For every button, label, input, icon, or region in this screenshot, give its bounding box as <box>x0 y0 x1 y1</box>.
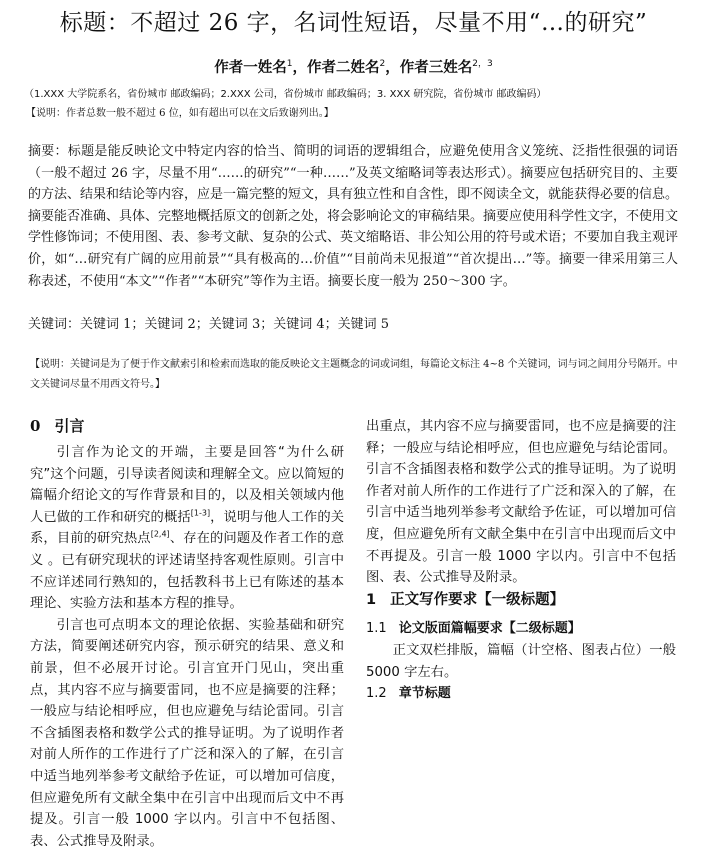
section-title: 正文写作要求【一级标题】 <box>390 592 565 608</box>
subsection-number: 1.2 <box>366 686 387 702</box>
author-affil-mark: 2 <box>379 59 386 70</box>
subsection-number: 1.1 <box>366 621 387 636</box>
intro-paragraph-2-continued <box>366 416 676 588</box>
author-name: 作者一姓名 <box>214 60 287 76</box>
author-line <box>0 56 707 77</box>
subsection-title: 论文版面篇幅要求【二级标题】 <box>398 621 581 636</box>
author-affil-mark: 2，3 <box>472 59 493 70</box>
author-note: 【说明：作者总数一般不超过 6 位，如有超出可以在文后致谢列出。】 <box>26 108 334 119</box>
section-number: 0 <box>30 417 41 435</box>
paper-title: 标题：不超过 26 字，名词性短语，尽量不用“…的研究” <box>59 10 648 36</box>
abstract: 摘要：标题是能反映论文中特定内容的恰当、简明的词语的逻辑组合，应避免使用含义笼统、泛指性很强的词语（一般不超过 26 字，尽量不用“……的研究”“一种……”及英文缩略词等表达形式）。摘要应包括研究目的、主要的方法、结果和结论等内容，应是一篇完整的短文，具有独立性和自含性，即不阅读全文，就能获得必要的信息。摘要能否准确、具体、完整地概括原文的创新之处，将会影响论文的审稿结果。摘要应使用科学性文字，不使用文学性修饰词；不使用图、表、参考文献、复杂的公式、英文缩略语、非公知公用的符号或术语；不要加自我主观评价，如“…研究有广阔的应用前景”“具有极高的…价值”“目前尚未见报道”“首次提出…”等。摘要一律采用第三人称表述，不使用“本文”“作者”“本研究”等作为主语。摘要长度一般为 250～300 字。 <box>28 144 679 289</box>
citation: [1-3] <box>190 508 211 518</box>
section-title: 引言 <box>54 417 85 435</box>
subsection-1-1-body: 正文双栏排版，篇幅（计空格、图表占位）一般 5000 字左右。 <box>366 643 676 680</box>
affiliations: （1.XXX 大学院系名，省份城市 邮政编码；2.XXX 公司，省份城市 邮政编码；3. XXX 研究院，省份城市 邮政编码） <box>24 89 547 100</box>
author-name: 作者二姓名 <box>307 60 380 76</box>
keyword-note: 【说明：关键词是为了便于作文献索引和检索而选取的能反映论文主题概念的词或词组，每篇论文标注 4~8 个关键词，词与词之间用分号隔开。中文关键词尽量不用西文符号。】 <box>30 359 678 390</box>
section-heading-1 <box>366 590 676 614</box>
paragraph-text: 引言作为论文的开端，主要是回答“为什么研究”这个问题，引导读者阅读和理解全文。应以简短的篇幅介绍论文的写作背景和目的，以及相关领域内他人已做的工作和研究的概括 <box>30 445 344 525</box>
paragraph-text: 、存在的问题及作者工作的意义 。已有研究现状的评述请坚持客观性原则。引言中不应详述同行熟知的，包括教科书上已有陈述的基本理论、实验方法和基本方程的推导。 <box>30 531 345 612</box>
subsection-heading-1-2 <box>366 683 676 705</box>
section-number: 1 <box>366 592 377 608</box>
section-heading-intro <box>30 416 344 438</box>
subsection-heading-1-1 <box>366 618 676 640</box>
paragraph-text: ，说明与他人工作的关系，目前的研究热点 <box>30 509 345 547</box>
right-column <box>366 416 676 705</box>
subsection-title: 章节标题 <box>398 686 451 702</box>
left-column <box>30 416 345 849</box>
intro-paragraph-1 <box>30 442 344 615</box>
author-name: 作者三姓名 <box>399 60 473 76</box>
intro-continuation-text: 出重点，其内容不应与摘要雷同，也不应是摘要的注释；一般应与结论相呼应，但也应避免与结论雷同。引言不含插图表格和数学公式的推导证明。为了说明作者对前人所作的工作进行了广泛和深入的了解，在引言中适当地列举参考文献给予佐证，可以增加可信度，但应避免所有文献全集中在引言中出现而后文中不再提及。引言一般 1000 字以内。引言中不包括图、表、公式推导及附录。 <box>366 419 676 586</box>
author-affil-mark: 1 <box>286 59 293 70</box>
citation: [2,4] <box>150 529 170 539</box>
keywords: 关键词：关键词 1；关键词 2；关键词 3；关键词 4；关键词 5 <box>28 317 390 332</box>
intro-paragraph-2: 引言也可点明本文的理论依据、实验基础和研究方法，简要阐述研究内容，预示研究的结果、意义和前景，但不必展开讨论。引言宜开门见山，突出重点，其内容不应与摘要雷同，也不应是摘要的注释；一般应与结论相呼应，但也应避免与结论雷同。引言不含插图表格和数学公式的推导证明。为了说明作者对前人所作的工作进行了广泛和深入的了解，在引言中适当地列举参考文献给予佐证，可以增加可信度，但应避免所有文献全集中在引言中出现而后文中不再提及。引言一般 1000 字以内。引言中不包括图、表、公式推导及附录。 <box>30 617 344 849</box>
author-separator: ， <box>385 60 400 76</box>
author-separator: ， <box>292 60 308 76</box>
